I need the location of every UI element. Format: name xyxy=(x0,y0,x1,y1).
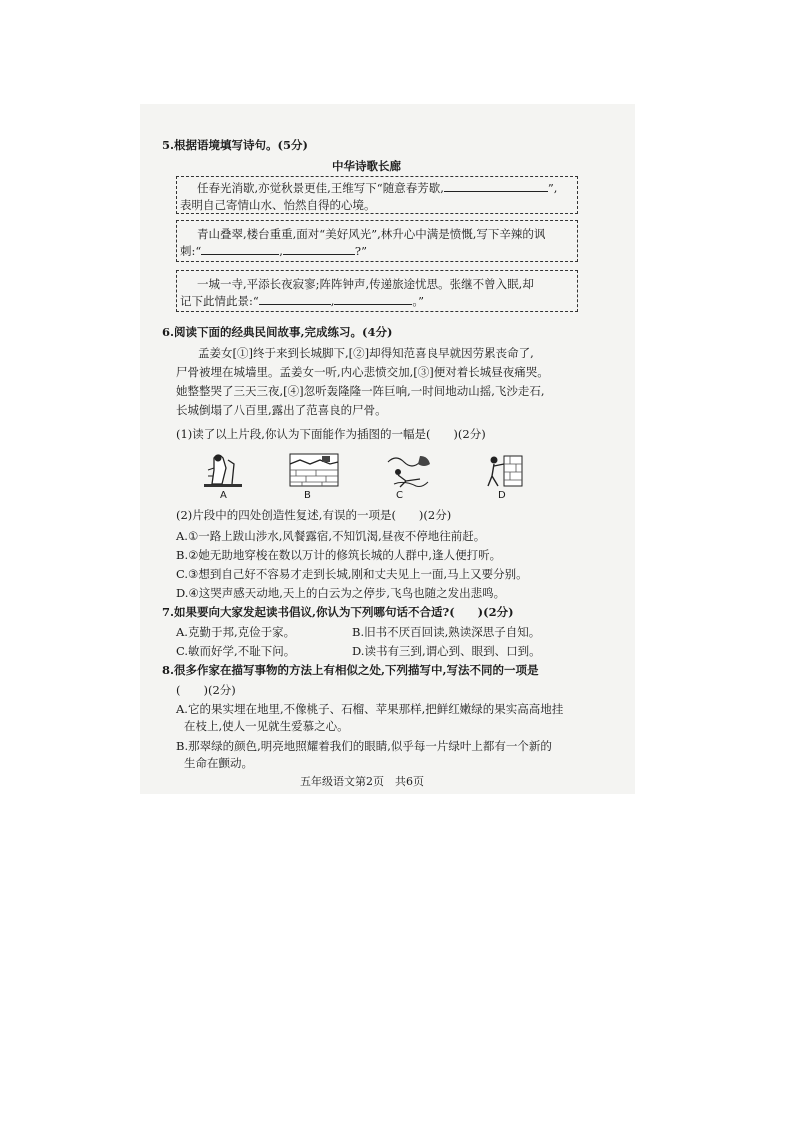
q6-title: 6.阅读下面的经典民间故事,完成练习。(4分) xyxy=(162,325,393,339)
poem-box-1 xyxy=(176,176,578,214)
poem-box-2 xyxy=(176,220,578,262)
poem-box-3 xyxy=(176,270,578,312)
exam-page xyxy=(140,104,635,794)
q8-answer-blank[interactable]: ( )(2分) xyxy=(176,683,236,697)
q5-title: 5.根据语境填写诗句。(5分) xyxy=(162,138,308,152)
box3-text-b: , xyxy=(330,294,335,308)
answer-blank[interactable] xyxy=(334,293,412,305)
q7-option-d[interactable]: D.读书有三到,谓心到、眼到、口到。 xyxy=(352,644,541,658)
box1-line1 xyxy=(197,180,557,196)
q6-sub1: (1)读了以上片段,你认为下面能作为插图的一幅是( )(2分) xyxy=(176,427,486,441)
box3-line1: 一城一寺,平添长夜寂寥;阵阵钟声,传递旅途忧思。张继不曾入眠,却 xyxy=(197,277,534,291)
story-line-3: 她整整哭了三天三夜,[④]忽听轰隆隆一阵巨响,一时间地动山摇,飞沙走石, xyxy=(176,384,545,398)
pic-label-b: B xyxy=(304,490,311,501)
illustration-b-great-wall[interactable] xyxy=(288,450,340,490)
q6-option-a[interactable]: A.①一路上跋山涉水,风餐露宿,不知饥渴,昼夜不停地往前赶。 xyxy=(176,529,486,543)
answer-blank[interactable] xyxy=(201,243,279,255)
page-footer: 五年级语文第2页 共6页 xyxy=(300,775,424,788)
box2-line1: 青山叠翠,楼台重重,面对“美好风光”,林升心中满是愤慨,写下辛辣的讽 xyxy=(197,227,546,241)
pic-label-c: C xyxy=(396,490,403,501)
box3-text-c: 。” xyxy=(412,294,425,308)
story-line-1: 孟姜女[①]终于来到长城脚下,[②]却得知范喜良早就因劳累丧命了, xyxy=(198,346,534,360)
illustration-d-worker-at-wall[interactable] xyxy=(480,450,526,490)
q5-heading: 中华诗歌长廊 xyxy=(332,159,401,173)
box2-line2 xyxy=(180,243,367,259)
box1-line2: 表明自己寄情山水、怡然自得的心境。 xyxy=(180,198,376,212)
q6-sub2: (2)片段中的四处创造性复述,有误的一项是( )(2分) xyxy=(176,508,452,522)
box1-text-b: ”, xyxy=(547,181,558,195)
q7-option-c[interactable]: C.敏而好学,不耻下问。 xyxy=(176,644,296,658)
answer-blank[interactable] xyxy=(259,293,331,305)
box3-line2 xyxy=(180,293,424,309)
box2-text-a: 刺:“ xyxy=(180,244,202,258)
answer-blank[interactable] xyxy=(444,180,548,192)
q8-option-a-line1[interactable]: A.它的果实埋在地里,不像桃子、石榴、苹果那样,把鲜红嫩绿的果实高高地挂 xyxy=(176,702,564,716)
q8-option-b-line2[interactable]: 生命在颤动。 xyxy=(184,756,253,770)
q6-option-d[interactable]: D.④这哭声感天动地,天上的白云为之停步,飞鸟也随之发出悲鸣。 xyxy=(176,586,506,600)
answer-blank[interactable] xyxy=(283,243,355,255)
q6-option-c[interactable]: C.③想到自己好不容易才走到长城,刚和丈夫见上一面,马上又要分别。 xyxy=(176,567,528,581)
q7-option-a[interactable]: A.克勤于邦,克俭于家。 xyxy=(176,625,296,639)
q7-title: 7.如果要向大家发起读书倡议,你认为下列哪句话不合适?( )(2分) xyxy=(162,605,514,619)
illustration-a-woman-praying[interactable] xyxy=(200,450,246,490)
q8-option-b-line1[interactable]: B.那翠绿的颜色,明亮地照耀着我们的眼睛,似乎每一片绿叶上都有一个新的 xyxy=(176,739,552,753)
box1-text-a: 任春光消歇,亦觉秋景更佳,王维写下“随意春芳歇, xyxy=(197,181,444,195)
box2-text-b: , xyxy=(279,244,283,258)
box2-text-c: ?” xyxy=(354,244,367,258)
q8-option-a-line2[interactable]: 在枝上,使人一见就生爱慕之心。 xyxy=(184,719,349,733)
q6-option-b[interactable]: B.②她无助地穿梭在数以万计的修筑长城的人群中,逢人便打听。 xyxy=(176,548,502,562)
q7-option-b[interactable]: B.旧书不厌百回读,熟读深思子自知。 xyxy=(352,625,541,639)
q8-title: 8.很多作家在描写事物的方法上有相似之处,下列描写中,写法不同的一项是 xyxy=(162,663,539,677)
box3-text-a: 记下此情此景:“ xyxy=(180,294,259,308)
illustration-c-flying-figure[interactable] xyxy=(384,450,436,490)
pic-label-d: D xyxy=(498,490,506,501)
story-line-2: 尸骨被埋在城墙里。孟姜女一听,内心悲愤交加,[③]便对着长城昼夜痛哭。 xyxy=(176,365,549,379)
story-line-4: 长城倒塌了八百里,露出了范喜良的尸骨。 xyxy=(176,403,387,417)
pic-label-a: A xyxy=(220,490,227,501)
